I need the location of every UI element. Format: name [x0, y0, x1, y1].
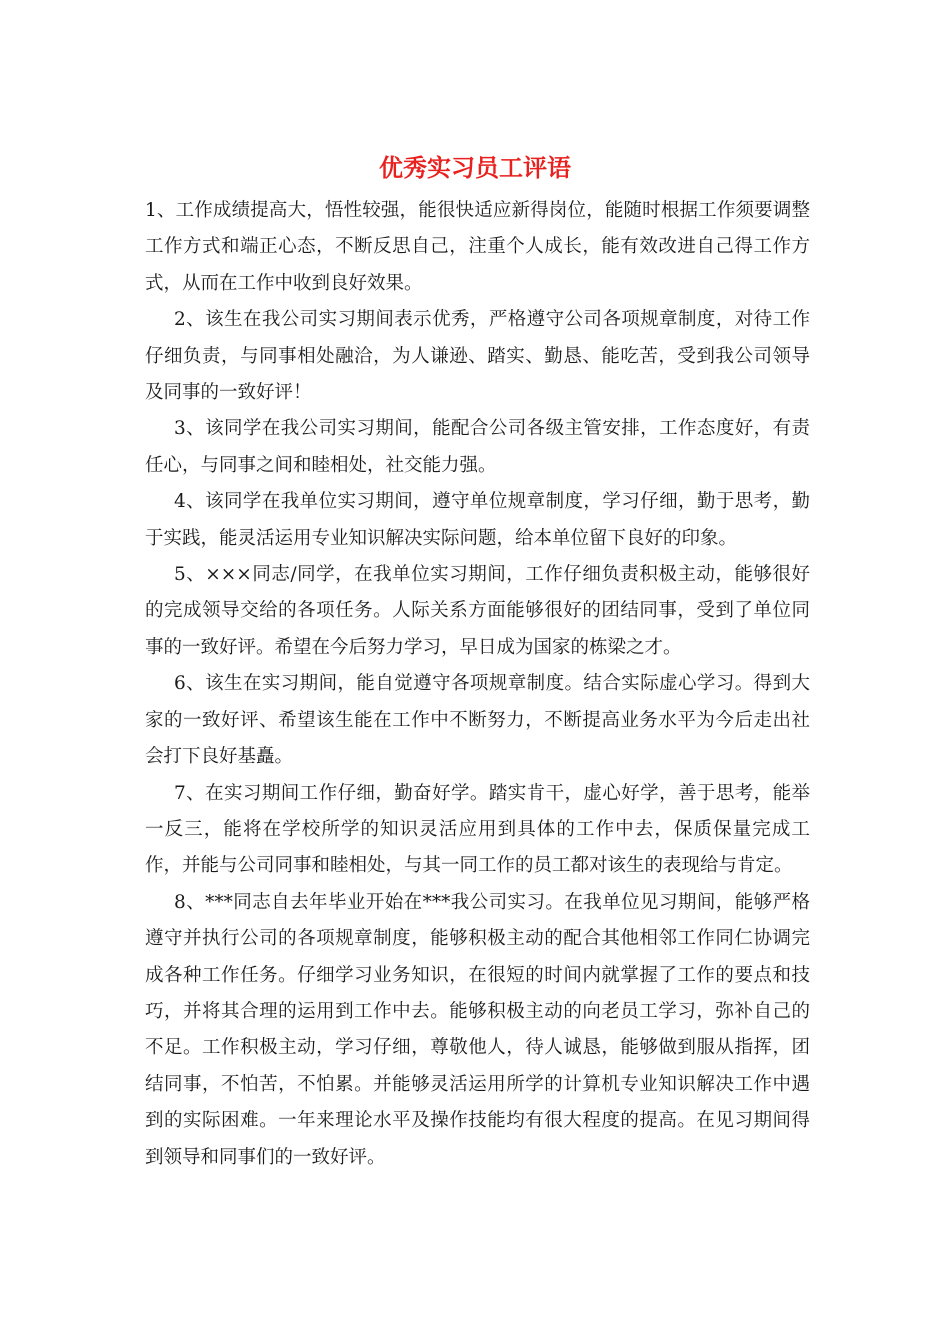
document-body	[145, 193, 810, 1176]
paragraph-1: 1、工作成绩提高大，悟性较强，能很快适应新得岗位，能随时根据工作须要调整工作方式和端正心态，不断反思自己，注重个人成长，能有效改进自己得工作方式，从而在工作中收到良好效果。	[145, 200, 810, 294]
document-title: 优秀实习员工评语	[379, 153, 571, 182]
paragraph-3: 3、该同学在我公司实习期间，能配合公司各级主管安排，工作态度好，有责任心，与同事之间和睦相处，社交能力强。	[145, 418, 810, 476]
paragraph-5: 5、×××同志/同学，在我单位实习期间，工作仔细负责积极主动，能够很好的完成领导交给的各项任务。人际关系方面能够很好的团结同事，受到了单位同事的一致好评。希望在今后努力学习，早日成为国家的栋梁之才。	[145, 564, 810, 658]
paragraph-6: 6、该生在实习期间，能自觉遵守各项规章制度。结合实际虚心学习。得到大家的一致好评、希望该生能在工作中不断努力，不断提高业务水平为今后走出社会打下良好基矗。	[145, 673, 810, 768]
paragraph-7: 7、在实习期间工作仔细，勤奋好学。踏实肯干，虚心好学，善于思考，能举一反三，能将在学校所学的知识灵活应用到具体的工作中去，保质保量完成工作，并能与公司同事和睦相处，与其一同工作的员工都对该生的表现给与肯定。	[145, 782, 810, 877]
paragraph-4: 4、该同学在我单位实习期间，遵守单位规章制度，学习仔细，勤于思考，勤于实践，能灵活运用专业知识解决实际问题，给本单位留下良好的印象。	[145, 491, 810, 549]
paragraph-2: 2、该生在我公司实习期间表示优秀，严格遵守公司各项规章制度，对待工作仔细负责，与同事相处融洽，为人谦逊、踏实、勤恳、能吃苦，受到我公司领导及同事的一致好评！	[145, 309, 810, 404]
paragraph-8: 8、***同志自去年毕业开始在***我公司实习。在我单位见习期间，能够严格遵守并执行公司的各项规章制度，能够积极主动的配合其他相邻工作同仁协调完成各种工作任务。仔细学习业务知识，在很短的时间内就掌握了工作的要点和技巧，并将其合理的运用到工作中去。能够积极主动的向老员工学习，弥补自己的不足。工作积极主动，学习仔细，尊敬他人，待人诚恳，能够做到服从指挥，团结同事，不怕苦，不怕累。并能够灵活运用所学的计算机专业知识解决工作中遇到的实际困难。一年来理论水平及操作技能均有很大程度的提高。在见习期间得到领导和同事们的一致好评。	[145, 891, 810, 1168]
